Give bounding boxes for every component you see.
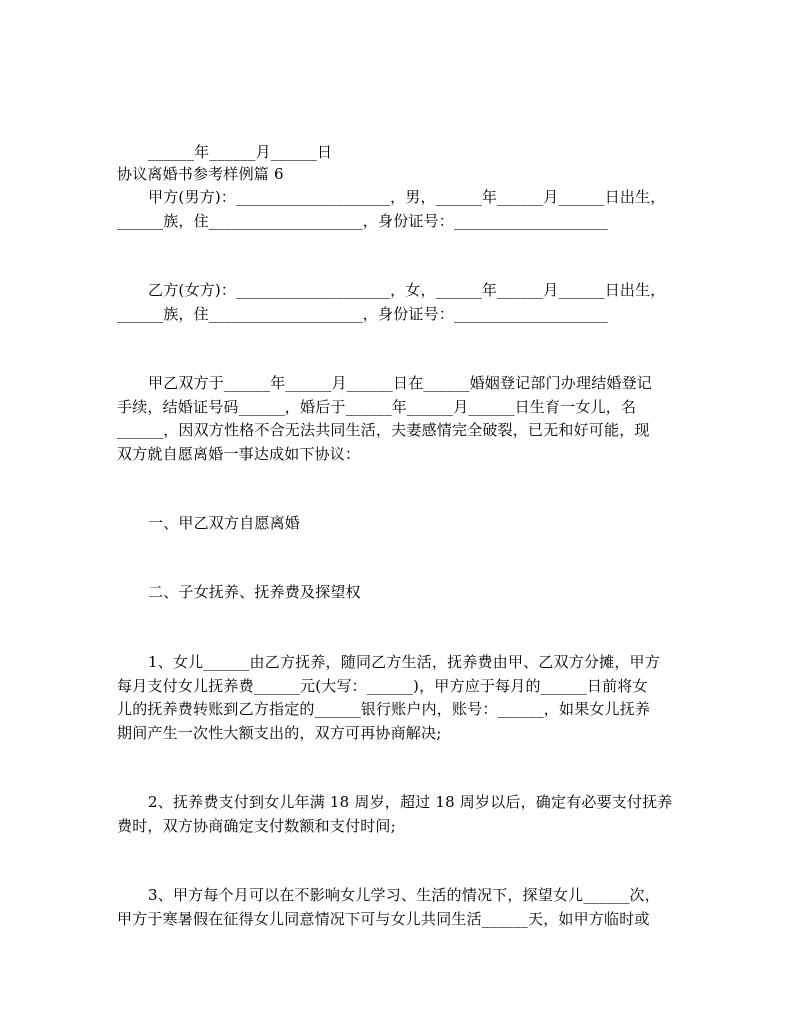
clause-3-line-2: 甲方于寒暑假在征得女儿同意情况下可与女儿共同生活______天，如甲方临时或 [117,910,650,928]
party-a-line-1: 甲方(男方)：____________________，男，______年______月______日出生， [148,188,666,206]
clause-3-line-1: 3、甲方每个月可以在不影响女儿学习、生活的情况下，探望女儿______次， [148,886,660,904]
document-title: 协议离婚书参考样例篇 6 [117,165,284,183]
intro-line-1: 甲乙双方于______年______月______日在______婚姻登记部门办理结婚登记 [148,374,653,392]
intro-line-4: 双方就自愿离婚一事达成如下协议： [117,445,361,463]
clause-1-line-4: 期间产生一次性大额支出的，双方可再协商解决; [117,724,442,742]
section-heading-1: 一、甲乙双方自愿离婚 [148,514,301,532]
clause-2-line-1: 2、抚养费支付到女儿年满 18 周岁，超过 18 周岁以后，确定有必要支付抚养 [148,793,673,811]
clause-1-line-2: 每月支付女儿抚养费______元(大写：______)，甲方应于每月的______日前将女 [117,677,648,695]
clause-1-line-3: 儿的抚养费转账到乙方指定的______银行账户内，账号：______，如果女儿抚养 [117,700,651,718]
intro-line-2: 手续，结婚证号码______，婚后于______年______月______日生育一女儿，名 [117,398,637,416]
clause-1-line-1: 1、女儿______由乙方抚养，随同乙方生活，抚养费由甲、乙双方分摊，甲方 [148,653,660,671]
party-b-line-1: 乙方(女方)：____________________，女，______年______月______日出生， [148,281,666,299]
section-heading-2: 二、子女抚养、抚养费及探望权 [148,583,361,601]
party-b-line-2: ______族，住____________________，身份证号：____________________ [117,305,609,323]
party-a-line-2: ______族，住____________________，身份证号：____________________ [117,212,609,230]
intro-line-3: ______，因双方性格不合无法共同生活，夫妻感情完全破裂，已无和好可能，现 [117,421,650,439]
clause-2-line-2: 费时，双方协商确定支付数额和支付时间; [117,817,396,835]
date-line: ______年______月______日 [148,143,333,161]
